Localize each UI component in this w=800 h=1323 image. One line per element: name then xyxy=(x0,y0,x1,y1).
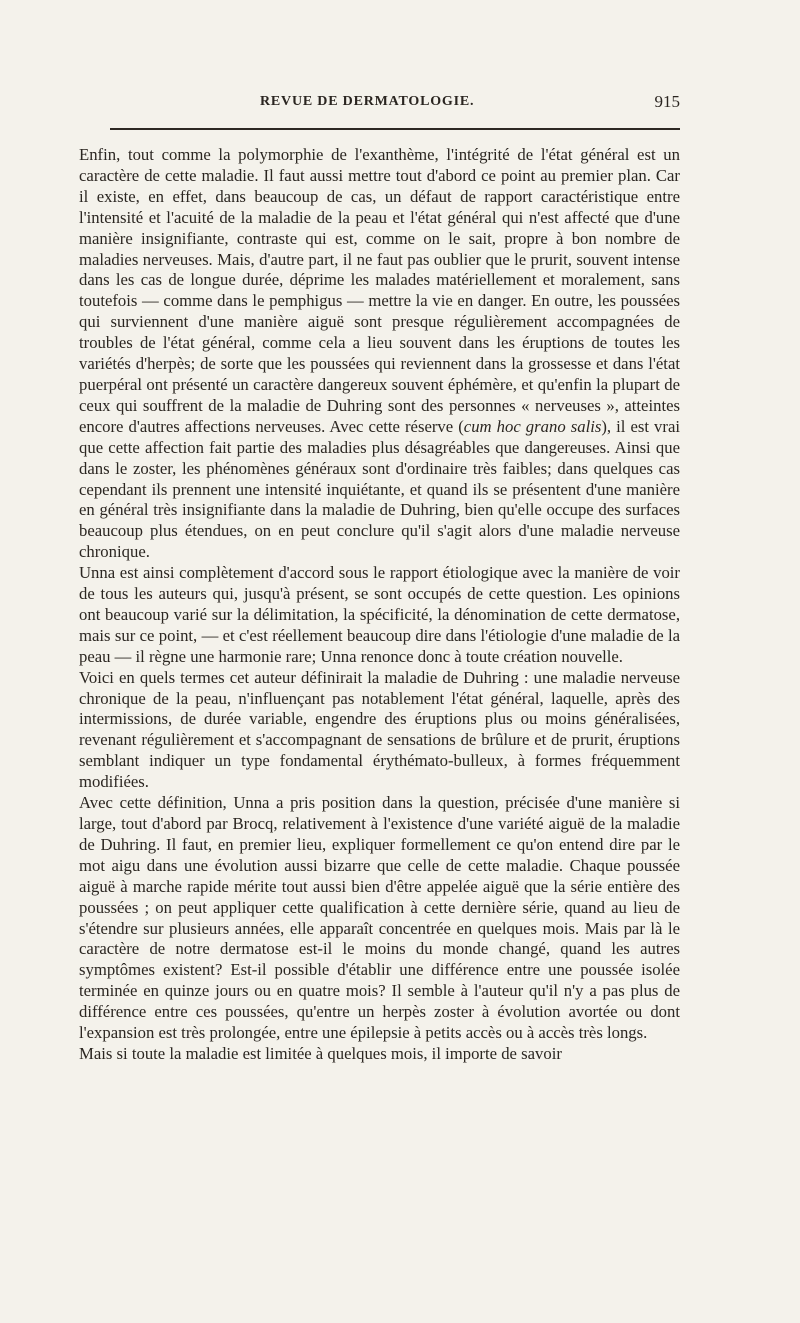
paragraph-1 xyxy=(79,145,680,563)
paragraph-2: Unna est ainsi complètement d'accord sous le rapport étiologique avec la manière de voir de tous les auteurs qui, jusqu'à présent, se sont occupés de cette question. Les opinions ont beaucoup varié sur la délimitation, la spécificité, la dénomination de cette dermatose, mais sur ce point, — et c'est réellement beaucoup dire dans l'étiologie d'une maladie de la peau — il règne une harmonie rare; Unna renonce donc à toute création nouvelle. xyxy=(79,563,680,666)
latin-phrase: cum hoc grano salis xyxy=(463,416,602,436)
page-number: 915 xyxy=(654,92,680,111)
page-header xyxy=(110,92,680,114)
paragraph-1-text: Enfin, tout comme la polymorphie de l'exanthème, l'intégrité de l'état général est un caractère de cette maladie. Il faut aussi mettre tout d'abord ce point au premier plan. Car il existe, en effet, dans beaucoup de cas, un défaut de rapport caractéristique entre l'intensité et l'acuité de la maladie de la peau et l'état général qui n'est affecté que d'une manière insignifiante, contraste qui est, comme on le sait, propre à bon nombre de maladies nerveuses. Mais, d'autre part, il ne faut pas oublier que le prurit, souvent intense dans les cas de longue durée, déprime les malades matériellement et moralement, sans toutefois — comme dans le pemphigus — mettre la vie en danger. En outre, les poussées qui surviennent d'une manière aiguë sont presque régulièrement accompagnées de troubles de l'état général, comme cela a lieu souvent dans les éruptions de toutes les variétés d'herpès; de sorte que les poussées qui reviennent dans la grossesse et dans l'état puerpéral ont présenté un caractère dangereux souvent éphémère, et qu'enfin la plupart de ceux qui souffrent de la maladie de Duhring sont des personnes « nerveuses », atteintes encore d'autres affections nerveuses. Avec cette réserve ( xyxy=(79,145,680,436)
running-head: REVUE DE DERMATOLOGIE. xyxy=(260,94,475,109)
paragraph-3: Voici en quels termes cet auteur définirait la maladie de Duhring : une maladie nerveuse chronique de la peau, n'influençant pas notablement l'état général, laquelle, après des intermissions, de durée variable, engendre des éruptions plus ou moins généralisées, revenant régulièrement et s'accompagnant de sensations de brûlure et de prurit, éruptions semblant indiquer un type fondamental érythémato-bulleux, à formes fréquemment modifiées. xyxy=(79,667,680,792)
paragraph-1-continuation: ), il est vrai que cette affection fait partie des maladies plus désagréables que dangereuses. Ainsi que dans le zoster, les phénomènes généraux sont d'ordinaire très faibles; dans quelques cas cependant ils prennent une intensité inquiétante, et quand ils se présentent d'une manière en général très insignifiante dans la maladie de Duhring, bien qu'elle occupe des surfaces beaucoup plus étendues, on en peut conclure qu'il s'agit alors d'une maladie nerveuse chronique. xyxy=(79,416,680,562)
header-rule xyxy=(110,128,680,130)
paragraph-4: Avec cette définition, Unna a pris position dans la question, précisée d'une manière si large, tout d'abord par Brocq, relativement à l'existence d'une variété aiguë de la maladie de Duhring. Il faut, en premier lieu, expliquer formellement ce qu'on entend dire par le mot aigu dans une évolution aussi bizarre que celle de cette maladie. Chaque poussée aiguë à marche rapide mérite tout aussi bien d'être appelée aiguë que la série entière des poussées ; on peut appliquer cette qualification à cette dernière série, quand au lieu de s'étendre sur plusieurs années, elle apparaît concentrée en quelques mois. Mais par là le caractère de notre dermatose est-il le moins du monde changé, quand les autres symptômes existent? Est-il possible d'établir une différence entre une poussée isolée terminée en quinze jours ou en quatre mois? Il semble à l'auteur qu'il n'y a pas plus de différence entre ces poussées, qu'entre un herpès zoster à évolution avortée ou dont l'expansion est très prolongée, entre une épilepsie à petits accès ou à accès très longs. xyxy=(79,793,680,1043)
paragraph-5: Mais si toute la maladie est limitée à quelques mois, il importe de savoir xyxy=(79,1043,562,1063)
body-text xyxy=(79,145,680,1065)
